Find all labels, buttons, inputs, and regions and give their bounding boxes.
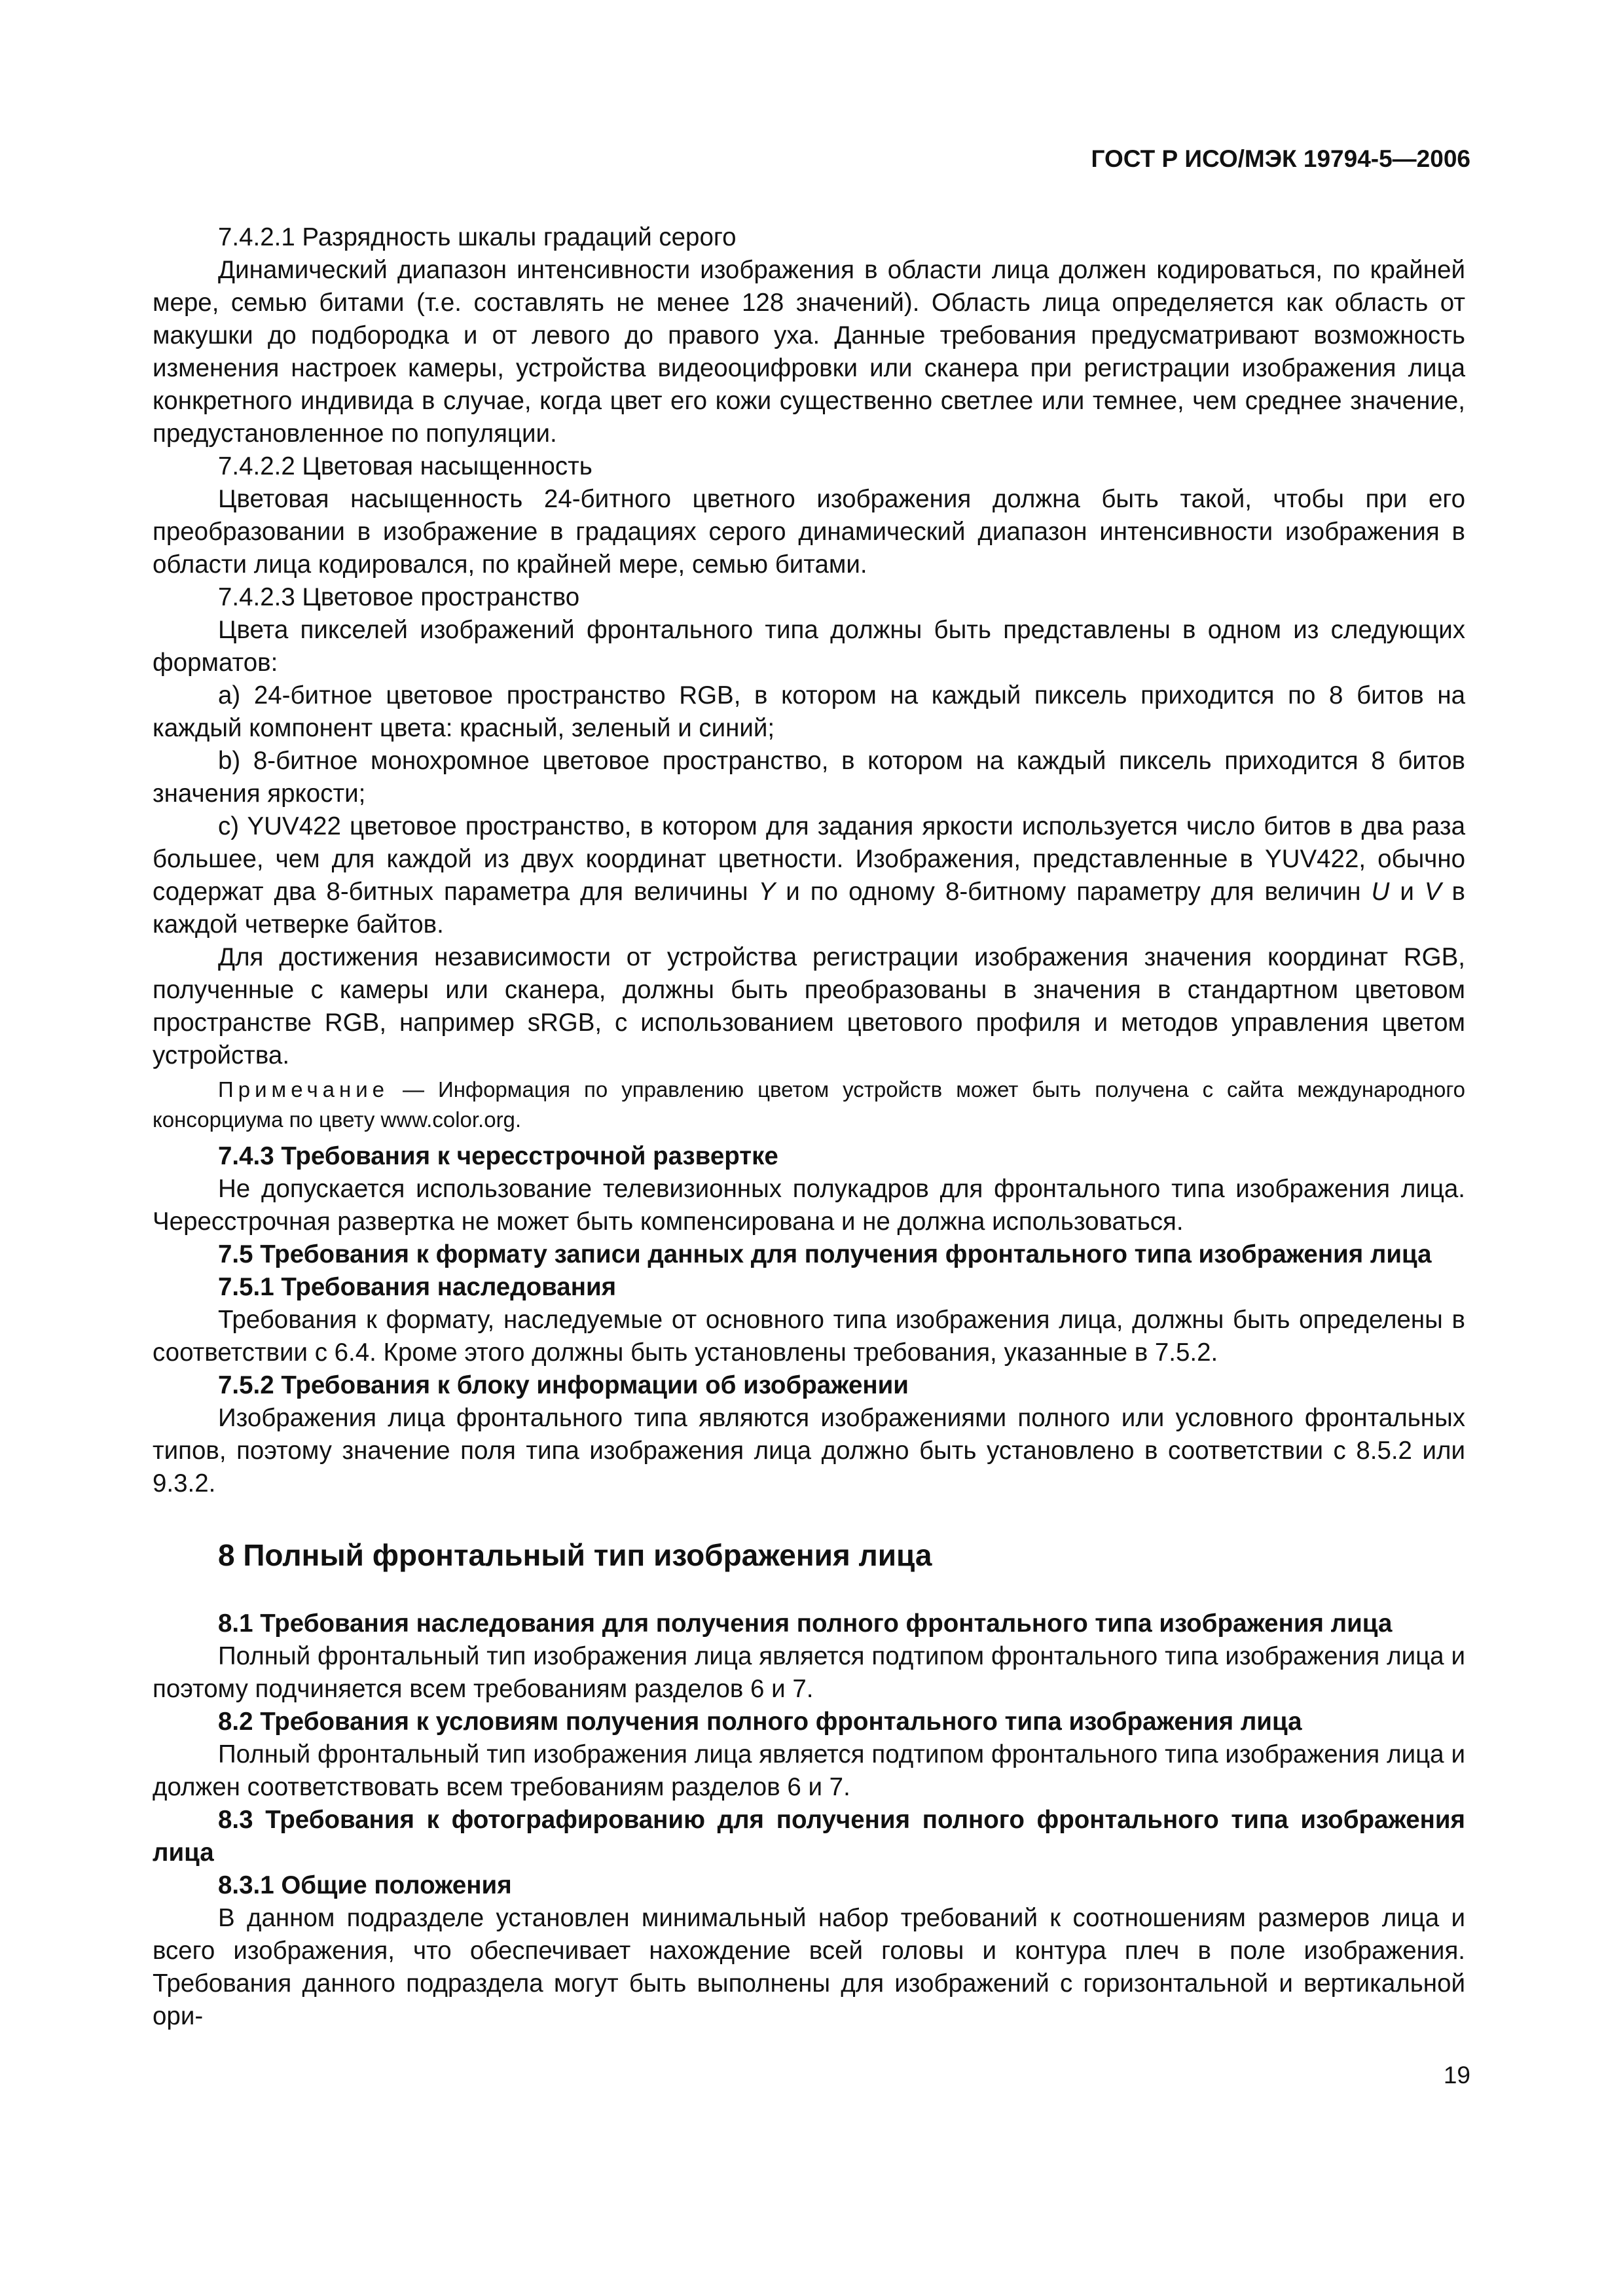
clause-7-5-1-heading: 7.5.1 Требования наследования — [218, 1273, 617, 1301]
list-item-c-text-1: c) YUV422 цветовое пространство, в котором для задания яркости используется число битов в два раза большее, чем для каждой из двух координат цветности. Изображения, представленные в YUV422, обычно содержат два 8-битных параметра для величины — [153, 812, 1465, 906]
list-item-c-text-2: и по одному 8-битному параметру для величин — [775, 878, 1372, 906]
clause-7-5-2-text: Изображения лица фронтального типа являются изображениями полного или условного фронтальных типов, поэтому значение поля типа изображения лица должно быть установлено в соответствии с 8.5.2 или 9.3.2. — [153, 1404, 1465, 1498]
clause-7-4-2-3-heading: 7.4.2.3 Цветовое пространство — [218, 583, 580, 611]
symbol-y: Y — [758, 878, 776, 906]
list-item-b: b) 8-битное монохромное цветовое пространство, в котором на каждый пиксель приходится 8 битов значения яркости; — [153, 747, 1465, 808]
clause-8-2-heading: 8.2 Требования к условиям получения полного фронтального типа изображения лица — [218, 1708, 1302, 1736]
clause-7-5-heading: 7.5 Требования к формату записи данных для получения фронтального типа изображения лица — [218, 1240, 1432, 1268]
clause-7-4-2-3-intro: Цвета пикселей изображений фронтального типа должны быть представлены в одном из следующих форматов: — [153, 616, 1465, 677]
page-body — [153, 221, 1465, 2033]
clause-7-4-2-2-text: Цветовая насыщенность 24-битного цветного изображения должна быть такой, чтобы при его преобразовании в изображение в градациях серого динамический диапазон интенсивности изображения в области лица кодировался, по крайней мере, семью битами. — [153, 485, 1465, 579]
clause-8-2-text: Полный фронтальный тип изображения лица является подтипом фронтального типа изображения лица и должен соответствовать всем требованиям разделов 6 и 7. — [153, 1740, 1465, 1801]
list-item-c — [153, 810, 1465, 941]
symbol-u: U — [1371, 878, 1390, 906]
document-code-header: ГОСТ Р ИСО/МЭК 19794-5—2006 — [1091, 145, 1470, 172]
symbol-v: V — [1424, 878, 1442, 906]
clause-7-4-2-1-heading: 7.4.2.1 Разрядность шкалы градаций серого — [218, 223, 737, 251]
clause-7-4-2-1-text: Динамический диапазон интенсивности изображения в области лица должен кодироваться, по крайней мере, семью битами (т.е. составлять не менее 128 значений). Область лица определяется как область от макушки до подбородка и от левого до правого уха. Данные требования предусматривают возможность изменения настроек камеры, устройства видеооцифровки или сканера при регистрации изображения лица конкретного индивида в случае, когда цвет его кожи существенно светлее или темнее, чем среднее значение, предустановленное по популяции. — [153, 256, 1465, 448]
note — [153, 1075, 1465, 1135]
clause-8-1-heading: 8.1 Требования наследования для получения полного фронтального типа изображения лица — [218, 1609, 1393, 1638]
note-label: Примечание — [218, 1077, 390, 1102]
clause-8-3-heading: 8.3 Требования к фотографированию для получения полного фронтального типа изображения лица — [153, 1806, 1465, 1867]
clause-7-5-2-heading: 7.5.2 Требования к блоку информации об изображении — [218, 1371, 909, 1399]
clause-7-5-1-text: Требования к формату, наследуемые от основного типа изображения лица, должны быть определены в соответствии с 6.4. Кроме этого должны быть установлены требования, указанные в 7.5.2. — [153, 1306, 1465, 1367]
clause-8-3-1-text: В данном подразделе установлен минимальный набор требований к соотношениям размеров лица и всего изображения, что обеспечивает нахождение всей головы и контура плеч в поле изображения. Требования данного подраздела могут быть выполнены для изображений с горизонтальной и вертикальной ори- — [153, 1904, 1465, 2030]
clause-8-3-1-heading: 8.3.1 Общие положения — [218, 1871, 512, 1899]
note-text: — Информация по управлению цветом устройств может быть получена с сайта международного консорциума по цвету www.color.org. — [153, 1077, 1465, 1132]
clause-7-4-2-2-heading: 7.4.2.2 Цветовая насыщенность — [218, 452, 593, 480]
device-independence-text: Для достижения независимости от устройства регистрации изображения значения координат RGB, полученные с камеры или сканера, должны быть преобразованы в значения в стандартном цветовом пространстве RGB, например sRGB, с использованием цветового профиля и методов управления цветом устройства. — [153, 943, 1465, 1069]
page-number: 19 — [1443, 2062, 1470, 2089]
clause-7-4-3-heading: 7.4.3 Требования к чересстрочной развертке — [218, 1142, 778, 1170]
clause-7-4-3-text: Не допускается использование телевизионных полукадров для фронтального типа изображения лица. Чересстрочная развертка не может быть компенсирована и не должна использоваться. — [153, 1175, 1465, 1236]
list-item-c-text-3: в каждой четверке байтов. — [153, 878, 1465, 939]
list-item-c-and: и — [1389, 878, 1425, 906]
list-item-a: a) 24-битное цветовое пространство RGB, в котором на каждый пиксель приходится по 8 битов на каждый компонент цвета: красный, зеленый и синий; — [153, 681, 1465, 742]
section-8-title: 8 Полный фронтальный тип изображения лица — [218, 1538, 932, 1572]
clause-8-1-text: Полный фронтальный тип изображения лица является подтипом фронтального типа изображения лица и поэтому подчиняется всем требованиям разделов 6 и 7. — [153, 1642, 1465, 1703]
